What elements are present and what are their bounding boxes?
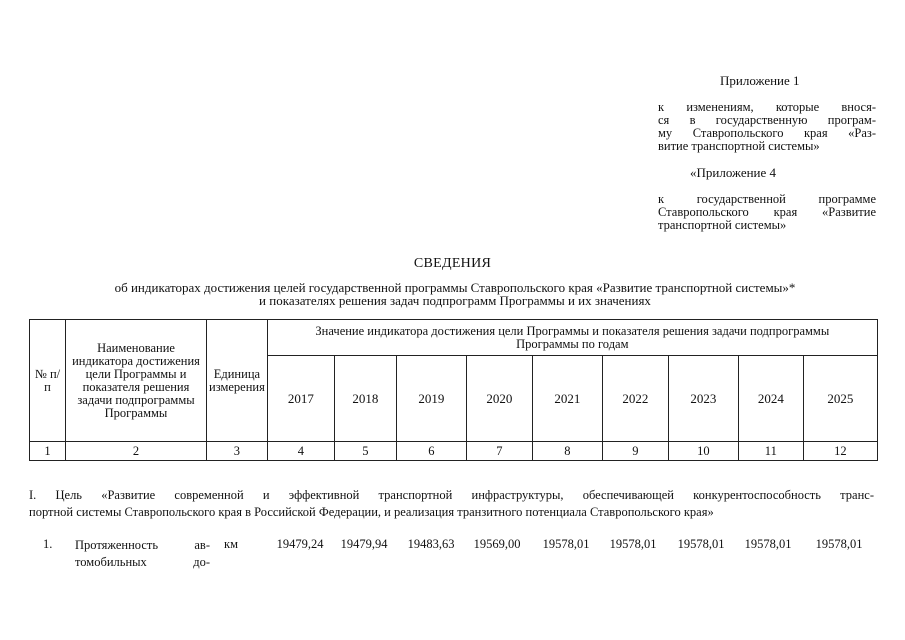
year-header: 2019 — [396, 356, 466, 442]
row-value: 19578,01 — [815, 537, 863, 551]
year-header: 2020 — [466, 356, 532, 442]
row-value: 19479,94 — [340, 537, 388, 551]
row-value: 19578,01 — [542, 537, 590, 551]
program-goal — [29, 487, 874, 521]
appendix-1-line: ся в государственную програм- — [658, 113, 876, 127]
row-value: 19479,24 — [276, 537, 324, 551]
column-number: 5 — [334, 442, 396, 461]
appendix-4-line: Ставропольского края «Развитие — [658, 205, 876, 219]
year-header: 2023 — [668, 356, 738, 442]
column-number: 2 — [66, 442, 207, 461]
row-value: 19578,01 — [677, 537, 725, 551]
indicators-table — [29, 319, 878, 461]
column-number: 10 — [668, 442, 738, 461]
header-unit: Единица измерения — [207, 320, 268, 442]
appendix-4-line: к государственной программе — [658, 192, 876, 206]
subtitle-line: и показателях решения задач подпрограмм Программы и их значениях — [259, 293, 651, 308]
year-header: 2022 — [602, 356, 668, 442]
row-value: 19569,00 — [473, 537, 521, 551]
appendix-1-text — [658, 101, 876, 153]
column-number: 12 — [803, 442, 877, 461]
appendix-1-line: му Ставропольского края «Раз- — [658, 126, 876, 140]
goal-line: I. Цель «Развитие современной и эффективной транспортной инфраструктуры, обеспечивающей конкурентоспособность транс- — [29, 488, 874, 502]
appendix-1-line: витие транспортной системы» — [658, 139, 820, 153]
appendix-1-line: к изменениям, которые внося- — [658, 100, 876, 114]
year-header: 2017 — [267, 356, 334, 442]
subtitle-line: об индикаторах достижения целей государственной программы Ставропольского края «Развитие транспортной системы»* — [114, 280, 796, 295]
row-indicator-name — [75, 537, 210, 571]
header-num: № п/п — [30, 320, 66, 442]
appendix-4-label: «Приложение 4 — [690, 165, 777, 180]
document-subtitle — [40, 281, 870, 307]
year-header: 2025 — [803, 356, 877, 442]
column-number: 8 — [532, 442, 602, 461]
header-name: Наименование индикатора достижения цели Программы и показателя решения задачи подпрограммы Программы — [66, 320, 207, 442]
row-name-line: Протяженность ав- — [75, 538, 210, 552]
year-header: 2018 — [334, 356, 396, 442]
row-value: 19578,01 — [609, 537, 657, 551]
row-unit: км — [224, 537, 238, 551]
goal-line: портной системы Ставропольского края в Российской Федерации, и реализация транзитного потенциала Ставропольского края» — [29, 505, 714, 519]
appendix-4-line: транспортной системы» — [658, 218, 787, 232]
document-title: СВЕДЕНИЯ — [413, 256, 492, 271]
header-years-group: Значение индикатора достижения цели Программы и показателя решения задачи подпрограммы Программы по годам — [267, 320, 877, 356]
appendix-4-text — [658, 193, 876, 232]
column-number: 7 — [466, 442, 532, 461]
column-number: 9 — [602, 442, 668, 461]
column-number: 3 — [207, 442, 268, 461]
column-number: 11 — [738, 442, 803, 461]
appendix-1-label: Приложение 1 — [720, 73, 800, 88]
row-value: 19483,63 — [407, 537, 455, 551]
row-value: 19578,01 — [744, 537, 792, 551]
year-header: 2021 — [532, 356, 602, 442]
column-number: 6 — [396, 442, 466, 461]
row-name-line: томобильных до- — [75, 555, 210, 569]
column-number: 1 — [30, 442, 66, 461]
year-header: 2024 — [738, 356, 803, 442]
row-number: 1. — [43, 537, 53, 551]
column-number: 4 — [267, 442, 334, 461]
